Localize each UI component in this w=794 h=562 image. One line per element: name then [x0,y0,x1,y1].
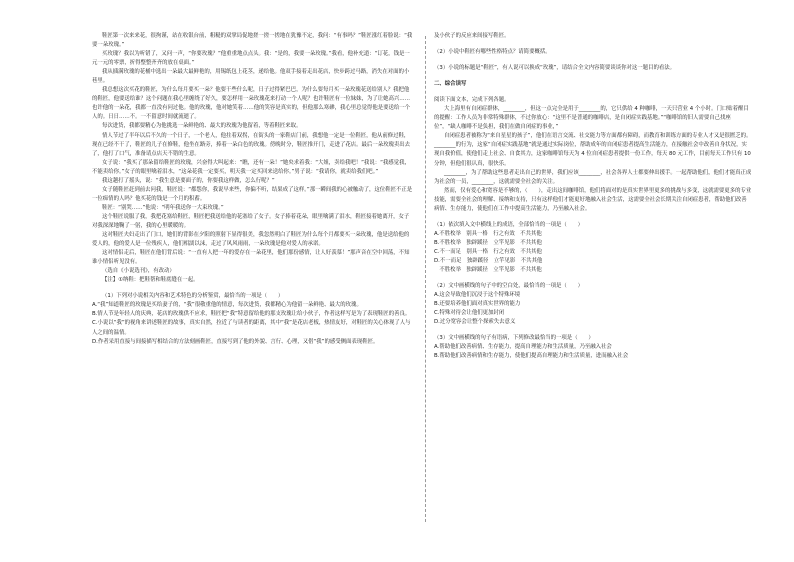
paragraph: （选自《小说选刊》，有改动） [102,268,175,275]
paragraph: 及小伙子的反应来间接写鞋匠。 [434,33,510,39]
paragraph: 然而，仅有爱心和宽容是不够的，（ ），走出这间咖啡馆，他们将面对的是真实世界里更多的挑战与多变，这就需要更多的专业技能，需要全社会的理解、接纳和支持，只有这样他们才能更好地融入社会生活，这需要全社会长期关注自闭症患者，帮助他们改善病情、生存能力，使他们在工作中提高生活能力，乃至融入社会。 [434,187,752,212]
paragraph: 【注】①纳鞋：把鞋帮和鞋底缝在一起。 [102,277,199,284]
paragraph: 自闭症患者被称为“来自星星的孩子”，他们在语言交流、社交能力等方面都有障碍，而教育和训练方面的专业人才又是很匮乏的。________的行为，这家“自闭症实践基地”就是通过实际岗位，帮助成年的自闭症患者提高生活能力，在接触社会中改善自身状况，实现自我价值，使他们走上社会、自食其力，这家咖啡馆每天为 4 位自闭症患者提供一份工作，每天 80 元工作，目前每天工作只有 10 分钟，但他们很认真，很快乐。 [434,133,752,167]
paragraph: 不胜枚举 独辟蹊径 立竿见影 不共其他 [434,267,542,274]
paragraph: A.帮助他们改善病情、生存能力，提高自理能力和生活质量，乃至融入社会 [434,344,612,351]
paragraph: （1）下列对小说相关内容和艺术特色的分析鉴赏，最恰当的一项是（ ） [102,293,284,300]
paragraph: ________，为了帮助这些患者走出自己的世界，我们应该________，社会各界人士都要伸出援手。一起帮助他们，他们才能真正成为社会的一员，________，这就需要全社会的关注。 [434,169,752,185]
paragraph-gap [434,73,752,80]
paragraph: 我从插满玫瑰的花桶中选出一朵最大最鲜艳的，用锡纸包上花茎，递给他。他双手接着走出花店，快步跨过马路，消失在对面的小巷里。 [92,69,410,85]
paragraph: （3）小说的标题是“鞋匠”，有人说可以换成“玫瑰”，请结合全文内容简要谈谈你对这一题目的看法。 [434,65,676,72]
paragraph: 鞋匠：“别哭……”他说：“明年我送你一大束玫瑰。” [102,204,224,211]
paragraph: 女子说：“我买了那朵留给鞋匠的玫瑰，兴奋得大叫起来：“瞧，还有一朵！”她央求着我：“大姐，卖给我吧！”我说：“我感觉我，不能卖给你。”女子的眼里噙着泪水，“这朵花我一定要买，明天我一定买回来送给你。”男子说：“我请你，就卖给我们吧。” [92,159,410,175]
paragraph: 这个鞋匠说服了我，我把花塞给鞋匠，鞋匠把我送给他的花塞给了女子。女子捧着花朵，眼里噙满了泪水，鞋匠接着她离开，女子对我深深地鞠了一躬，我的心里暖暖的。 [92,213,410,229]
paragraph: 二、综合读写 [434,81,467,88]
paragraph: 这对情侣走后，鞋匠在他们背后说：“一直有人把一年的爱存在一朵花里，他们那份感情，让人好羡慕！”那声音在空中回荡，不知谁小情侣听见没有。 [92,250,410,266]
paragraph: A.不胜枚举 别具一格 行之有效 不共其他 [434,230,542,237]
paragraph-gap [434,327,752,334]
paragraph: 阅读下面文本，完成下列各题。 [434,97,510,104]
paragraph: B.不胜枚举 独辟蹊径 立竿见影 不共其他 [434,239,542,246]
paragraph: 大上海里有自闭症群体，________，但这一点完全是用于________的，它只供给 4 种咖啡，一天只营业 4 个小时。门口贴着醒目的提醒：工作人员为非常特殊群体，不过你放心：“这里不是普通的咖啡店，是自闭症实践基地。”“咖啡馆的旧人需要自己找座位”，“缺人咖啡不是负担，我们在做自闭症的事业，” [434,106,749,131]
paragraph: 鞋匠第一次来来花，很拘谨，站在收银台前，粗糙的双掌局促地搓一搓一搓地在犹豫不定，我问：“有事吗？”鞋匠涨红着脸说：“我要一朵玫瑰。” [92,33,413,49]
paragraph-gap [434,275,752,282]
paragraph: A.这会导致他们沉浸于这个特殊环境 [434,292,521,299]
column-divider [425,36,426,522]
paragraph: C.不一而足 别具一格 行之有效 不共其他 [434,248,542,255]
paragraph-gap [434,41,752,48]
paragraph: A.“我”知道鞋匠的玫瑰是买给妻子的，“我”很敬重他的情意，每次进货，我都精心为他留一朵鲜艳、最大的玫瑰。 [92,302,362,309]
paragraph: 这对鞋匠夫妇走出了门口，她们的背影在夕阳的照射下显得很美，我忽然明白了鞋匠为什么每个月都要买一朵玫瑰，他是送给他的爱人的，他的爱人是一位残疾人，他们相濡以沫，走过了风风雨雨，一朵玫瑰是他对爱人的承诺。 [92,232,410,248]
paragraph-gap [434,214,752,221]
paragraph: 女子随鞋匠赶到前去问我，鞋匠说：“都怨你，我说早来些，你偏不听，结果成了这样。”那一瞬间我的心被触动了，这位鞋匠不正是一位痴情的人吗？他买花的钱是一个月的积蓄。 [92,186,413,202]
paragraph: 我这趟打了摇头，说：“我生意是要面子的，你要我这样做，怎么行呢？” [102,177,275,184]
paragraph: B.情人节是年轻人的庆典，花店的玫瑰供不应求，鞋匠把“我”特意留给他的那支玫瑰让给小伙子，作者这样写是为了表现鞋匠的善良。 [92,311,411,318]
paragraph: C.小说以“我”的视角来讲述鞋匠的故事，真实自然，拉近了与读者的距离，其中“我”是花店老板，热情友好，对鞋匠的关心体现了人与人之间的温情。 [92,320,411,336]
paragraph: B.帮助他们改善病情和生存能力，使他们提高自理能力和生活质量，进而融入社会 [434,353,629,360]
paragraph-gap [434,57,752,64]
paragraph: 我总想这次买花的鞋匠，为什么每月要买一朵？他要干些什么呢，日子过得紧巴巴，为什么要每月买一朵玫瑰花送给别人？我把他的鞋匠，他要送给谁？这个问题在我心里缠绕了好久，要怎样用一朵玫瑰花来打动一个人呢？也许鞋匠有一位妹妹，为了让她高兴……也许他的一朵花，我都一直没有问过他。他的玫瑰，他对她笑着……他的笑容是真实的，但他那么寒碜，我心里总觉得他是要送给一个人的。日日……不。一不留意时间就流逝了。 [92,87,411,121]
paragraph: 买玫瑰？我以为听错了，又问一声，“你要玫瑰？”他重重地点点头。我：“是的，我要一朵玫瑰。”我看，他补充道：“订花，钱是一元一元的零票，折得整整齐齐的放在桌面。” [92,51,410,67]
paragraph: （2）小说中鞋匠有哪些性格特点？请简要概括。 [434,49,551,56]
paragraph: D.过分宽容会让整个探索失去意义 [434,319,516,326]
paragraph: D.作者采用直接与间接描写相结合的方法刻画鞋匠，直接写到了他的外貌、言行、心理，又借“我”的感受侧面表现鞋匠。 [92,338,379,345]
paragraph: 情人节过了半年以后不久的一个日子，一个老人，他拄着双拐，在街头的一家鞋店门前，我想他一定是一位鞋匠，他从前修过鞋，现在已经不干了，鞋匠的儿子在修鞋，他坐在路旁，捧着一朵白色的玫瑰。傍晚时分，鞋匠推开门，走进了花店。最后一朵玫瑰卖出去了，他打了口气，准备请点店天不错的生意。 [92,132,411,157]
paragraph: D.不一而足 独辟蹊径 立竿见影 不共其他 [434,257,543,264]
paragraph: B.还要培养他们面对真实世界的能力 [434,301,521,308]
left-column [92,32,414,347]
paragraph: C.特殊对待会让他们更加封闭 [434,310,505,317]
paragraph-gap [434,89,752,96]
paragraph-gap [92,285,414,292]
paragraph: （2）文中画横线的句子中的空白处，最恰当的一项是（ ） [434,283,583,290]
paragraph: （1）依次填入文中横线上的成语，全部恰当的一项是（ ） [434,221,583,228]
paragraph: 每次进货，我都要精心为他挑选一朵鲜艳的、最大的玫瑰为他留着，等着鞋匠来取。 [102,123,302,130]
right-column [434,32,752,361]
paragraph: （3）文中画横线的句子有语病，下列修改最恰当的一项是（ ） [434,335,594,342]
